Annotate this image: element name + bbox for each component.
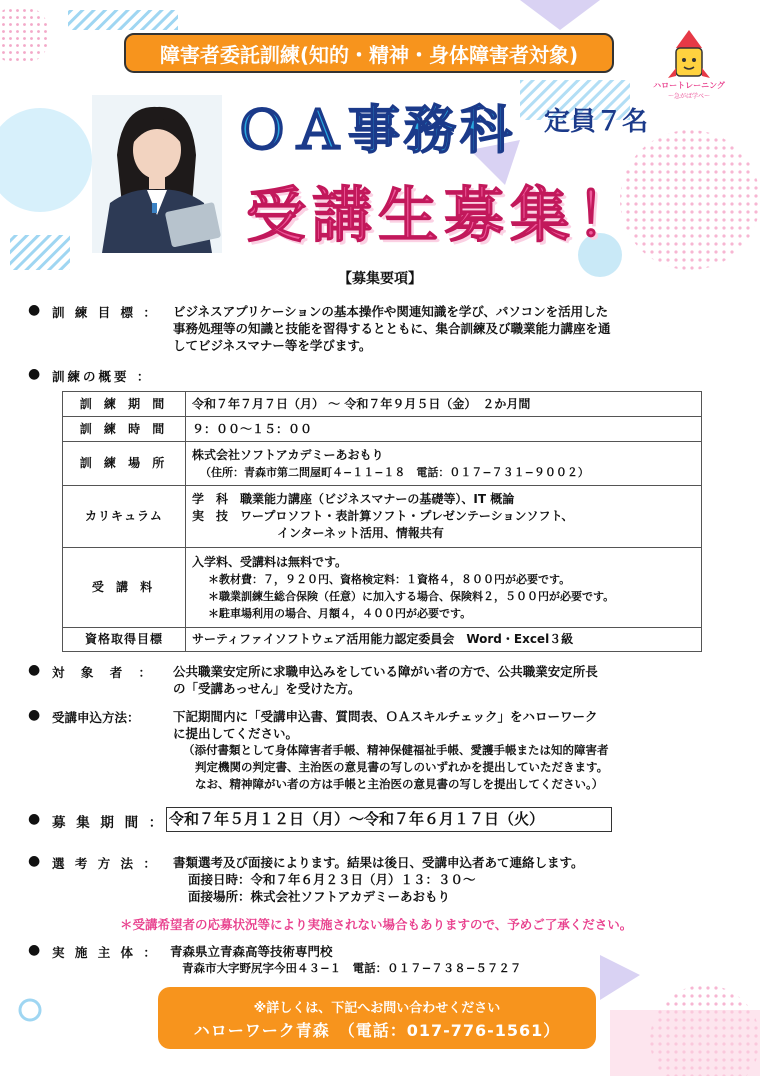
selection-label: 選 考 方 法 ： <box>52 856 159 871</box>
cell-line: 株式会社ソフトアカデミーあおもり <box>192 447 384 462</box>
cell-line: 入学料、受講料は無料です。 <box>192 554 348 569</box>
organizer-label: 実 施 主 体 ： <box>52 945 159 960</box>
logo-slogan: 〜急がば学べ〜 <box>667 93 710 100</box>
bullet-icon: ● <box>28 366 41 382</box>
deco-stripes <box>10 235 70 270</box>
apply-line: に提出してください。 <box>173 726 299 741</box>
table-row <box>63 417 702 442</box>
goal-line: 事務処理等の知識と技能を習得するとともに、集合訓練及び職業能力講座を通 <box>173 321 611 336</box>
table-row <box>63 442 702 486</box>
deco-triangle <box>520 0 600 30</box>
row-value <box>186 486 702 548</box>
cell-line: ＊職業訓練生総合保険（任意）に加入する場合、保険料２，５００円が必要です。 <box>208 589 615 603</box>
apply-note: なお、精神障がい者の方は手帳と主治医の意見書の写しを提出してください。） <box>195 777 604 791</box>
contact-intro: ※詳しくは、下記へお問い合わせください <box>253 1001 501 1016</box>
row-value <box>186 392 702 417</box>
overview-table <box>62 391 702 652</box>
cell-line: インターネット活用、情報共有 <box>277 526 444 540</box>
row-header: 訓 練 場 所 <box>63 442 186 486</box>
program-banner: 障害者委託訓練(知的・精神・身体障害者対象) <box>124 33 614 73</box>
organizer-name: 青森県立青森高等技術専門校 <box>170 944 333 959</box>
target-label: 対 象 者 ： <box>52 665 158 680</box>
goal-line: ビジネスアプリケーションの基本操作や関連知識を学び、パソコンを活用した <box>173 304 609 319</box>
cell-line: サーティファイソフトウェア活用能力認定委員会 Word・Excel３級 <box>192 632 574 646</box>
row-value <box>186 548 702 628</box>
row-value <box>186 417 702 442</box>
cell-line: 学 科 職業能力講座（ビジネスマナーの基礎等）、IT 概論 <box>192 492 515 506</box>
deco-stripes <box>68 10 178 30</box>
deco-ring <box>20 1000 40 1020</box>
row-header: 訓 練 期 間 <box>63 392 186 417</box>
notice-text: ＊受講希望者の応募状況等により実施されない場合もありますので、予めご了承ください。 <box>120 917 633 932</box>
selection-line: 面接日時：令和７年６月２３日（月）１３：３０〜 <box>188 872 476 887</box>
target-line: 公共職業安定所に求職申込みをしている障がい者の方で、公共職業安定所長 <box>173 664 598 679</box>
bullet-icon: ● <box>28 707 41 723</box>
goal-line: してビジネスマナー等を学びます。 <box>173 338 372 353</box>
bullet-icon: ● <box>28 942 41 958</box>
contact-box <box>158 987 596 1049</box>
deco-triangle <box>600 955 640 1000</box>
table-row <box>63 486 702 548</box>
selection-line: 書類選考及び面接によります。結果は後日、受講申込者あて連絡します。 <box>173 855 584 870</box>
row-value <box>186 442 702 486</box>
cell-line: ＊駐車場利用の場合、月額４，４００円が必要です。 <box>208 606 472 620</box>
cell-line: ９：００〜１５：００ <box>192 421 313 436</box>
apply-note: （添付書類として身体障害者手帳、精神保健福祉手帳、愛護手帳または知的障害者 <box>183 743 609 757</box>
table-row <box>63 548 702 628</box>
recruitment-period: 令和７年５月１２日（月）〜令和７年６月１７日（火） <box>166 807 612 832</box>
organizer-address: 青森市大字野尻字今田４３−１ 電話：０１７−７３８−５７２７ <box>182 961 522 975</box>
deco-circle <box>0 108 92 212</box>
row-value <box>186 628 702 652</box>
row-header: 資格取得目標 <box>63 628 186 652</box>
contact-phone: ハローワーク青森 （電話：017-776-1561） <box>193 1021 561 1040</box>
bullet-icon: ● <box>28 662 41 678</box>
logo-wordmark: ハロートレーニング <box>653 81 725 90</box>
course-title: ＯＡ事務科 <box>236 101 517 161</box>
table-row <box>63 628 702 652</box>
overview-label: 訓練の概要 ： <box>52 369 153 384</box>
student-photo <box>92 95 222 253</box>
row-header: 受 講 料 <box>63 548 186 628</box>
apply-note: 判定機関の判定書、主治医の意見書の写しのいずれかを提出していただきます。 <box>195 760 609 774</box>
capacity-label: 定員７名 <box>544 107 649 137</box>
selection-line: 面接場所：株式会社ソフトアカデミーあおもり <box>188 889 451 904</box>
bullet-icon: ● <box>28 853 41 869</box>
cell-line: ＊教材費：７，９２０円、資格検定料：１資格４，８００円が必要です。 <box>208 572 571 586</box>
table-row <box>63 392 702 417</box>
target-line: の「受講あっせん」を受けた方。 <box>173 681 361 696</box>
deco-dots <box>0 5 50 65</box>
bullet-icon: ● <box>28 302 41 318</box>
apply-line: 下記期間内に「受講申込書、質問表、ＯＡスキルチェック」をハローワーク <box>173 709 598 724</box>
apply-label: 受講申込方法： <box>52 710 140 725</box>
cell-line: 実 技 ワープロソフト・表計算ソフト・プレゼンテーションソフト、 <box>192 509 574 523</box>
cell-line: 令和７年７月７日（月） 〜 令和７年９月５日（金） ２か月間 <box>192 396 531 411</box>
row-header: カリキュラム <box>63 486 186 548</box>
row-header: 訓 練 時 間 <box>63 417 186 442</box>
cell-line: （住所：青森市第二問屋町４−１１−１８ 電話：０１７−７３１−９００２） <box>200 465 589 479</box>
period-label: 募 集 期 間 ： <box>52 815 166 831</box>
section-heading: 【募集要項】 <box>338 271 422 287</box>
deco-block <box>610 1010 760 1076</box>
bullet-icon: ● <box>28 811 41 827</box>
goal-label: 訓 練 目 標 ： <box>52 305 159 320</box>
recruit-heading: 受講生募集！ <box>246 181 642 251</box>
